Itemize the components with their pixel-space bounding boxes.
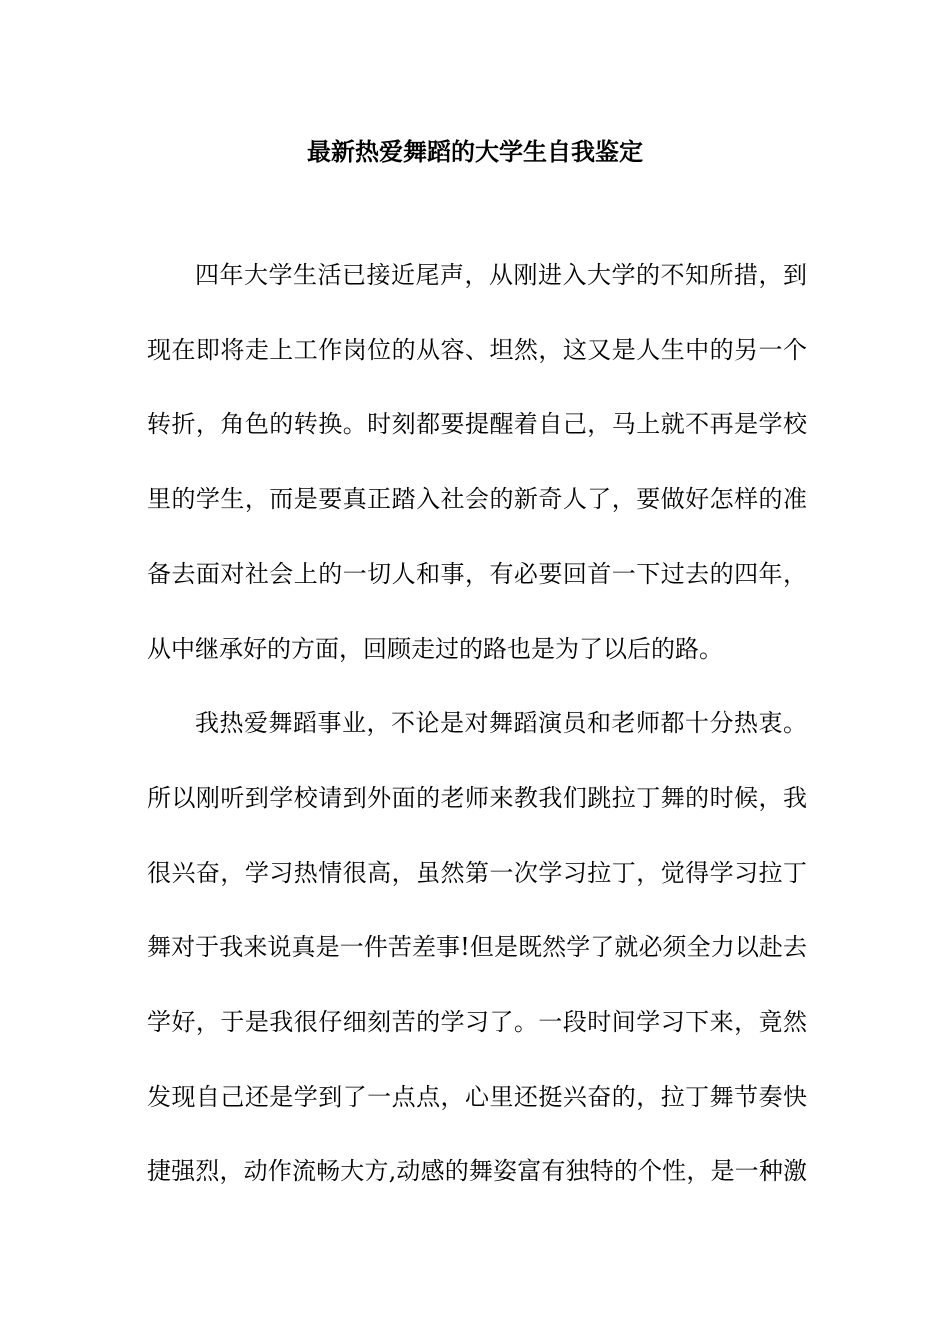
paragraph-1-line-1: 四年大学生活已接近尾声，从刚进入大学的不知所措，到 bbox=[195, 261, 807, 289]
paragraph-2-line-6: 发现自己还是学到了一点点，心里还挺兴奋的，拉丁舞节奏快 bbox=[147, 1083, 807, 1111]
paragraph-2-line-3: 很兴奋，学习热情很高，虽然第一次学习拉丁，觉得学习拉丁 bbox=[147, 859, 807, 887]
paragraph-1-line-2: 现在即将走上工作岗位的从容、坦然，这又是人生中的另一个 bbox=[147, 336, 807, 364]
paragraph-2-line-4: 舞对于我来说真是一件苦差事!但是既然学了就必须全力以赴去 bbox=[147, 933, 807, 961]
paragraph-2-line-1: 我热爱舞蹈事业，不论是对舞蹈演员和老师都十分热衷。 bbox=[195, 709, 807, 737]
paragraph-1-line-3: 转折，角色的转换。时刻都要提醒着自己，马上就不再是学校 bbox=[147, 410, 807, 438]
paragraph-1-line-4: 里的学生，而是要真正踏入社会的新奇人了，要做好怎样的准 bbox=[147, 485, 807, 513]
paragraph-2-line-2: 所以刚听到学校请到外面的老师来教我们跳拉丁舞的时候，我 bbox=[147, 784, 807, 812]
paragraph-2-line-5: 学好，于是我很仔细刻苦的学习了。一段时间学习下来，竟然 bbox=[147, 1008, 807, 1036]
document-title: 最新热爱舞蹈的大学生自我鉴定 bbox=[307, 137, 643, 166]
paragraph-1-line-5: 备去面对社会上的一切人和事，有必要回首一下过去的四年， bbox=[147, 560, 807, 588]
paragraph-2-line-7: 捷强烈，动作流畅大方,动感的舞姿富有独特的个性，是一种激 bbox=[147, 1157, 807, 1185]
paragraph-1-line-6: 从中继承好的方面，回顾走过的路也是为了以后的路。 bbox=[147, 635, 723, 663]
